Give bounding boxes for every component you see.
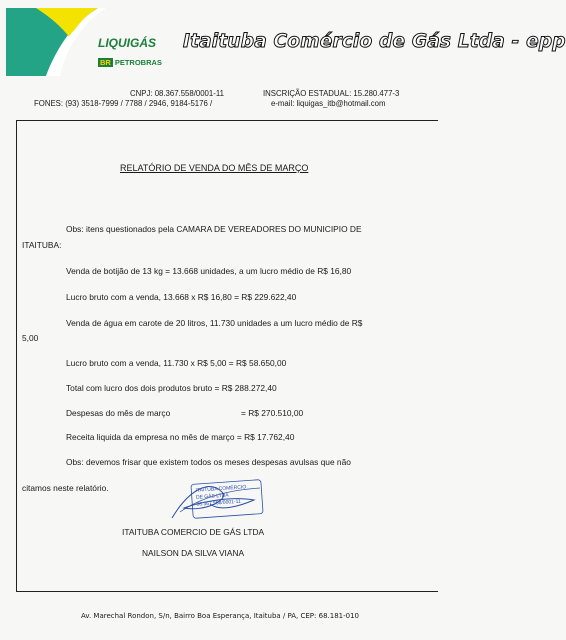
petrobras-label [98, 58, 162, 67]
cnpj: CNPJ: 08.367.558/0001-11 [130, 89, 224, 98]
stamp-line-3: 08.367.558/0001-11 [196, 498, 242, 508]
agua-line-1: Venda de água em carote de 20 litros, 11.730 unidades a um lucro médio de R$ [66, 318, 363, 328]
signature-company: ITAITUBA COMERCIO DE GÁS LTDA [122, 527, 265, 537]
receita-line: Receita liquida da empresa no mês de março = R$ 17.762,40 [66, 432, 295, 442]
signature-name: NAILSON DA SILVA VIANA [142, 548, 245, 558]
br-badge: BR [100, 58, 111, 67]
obs2-line-2: citamos neste relatório. [22, 483, 109, 493]
email: e-mail: liquigas_itb@hotmail.com [271, 99, 386, 108]
total-line: Total com lucro dos dois produtos bruto = R$ 288.272,40 [66, 383, 277, 393]
obs2-line-1: Obs: devemos frisar que existem todos os meses despesas avulsas que não [66, 457, 351, 467]
inscricao-estadual: INSCRIÇÃO ESTADUAL: 15.280.477-3 [263, 89, 400, 98]
despesas-label: Despesas do mês de março [66, 408, 171, 418]
obs-line-1: Obs: itens questionados pela CAMARA DE VEREADORES DO MUNICIPIO DE [66, 224, 362, 234]
obs-line-2: ITAITUBA: [22, 240, 62, 250]
stamp-line-1: ITAITUBA COMÉRCIO [195, 484, 247, 494]
footer-address: Av. Marechal Rondon, S/n, Bairro Boa Esperança, Itaituba / PA, CEP: 68.181-010 [80, 612, 359, 620]
despesas-value: = R$ 270.510,00 [241, 408, 304, 418]
agua-line-2: 5,00 [22, 333, 39, 343]
phones: FONES: (93) 3518-7999 / 7788 / 2946, 9184-5176 / [34, 99, 213, 108]
company-banner: Itaituba Comércio de Gás Ltda - epp [183, 31, 566, 52]
report-title: RELATÓRIO DE VENDA DO MÊS DE MARÇO [120, 163, 309, 173]
botijao-line: Venda de botijão de 13 kg = 13.668 unidades, a um lucro médio de R$ 16,80 [66, 266, 352, 276]
stamp-line-2: DE GÁS LTDA [195, 492, 229, 501]
petrobras-text: PETROBRAS [114, 58, 162, 67]
lucro-bruto-agua: Lucro bruto com a venda, 11.730 x R$ 5,00 = R$ 58.650,00 [66, 358, 287, 368]
stamp-text [195, 484, 247, 508]
brand-name: LIQUIGÁS [98, 36, 157, 50]
lucro-bruto-gas: Lucro bruto com a venda, 13.668 x R$ 16,80 = R$ 229.622,40 [66, 292, 297, 302]
